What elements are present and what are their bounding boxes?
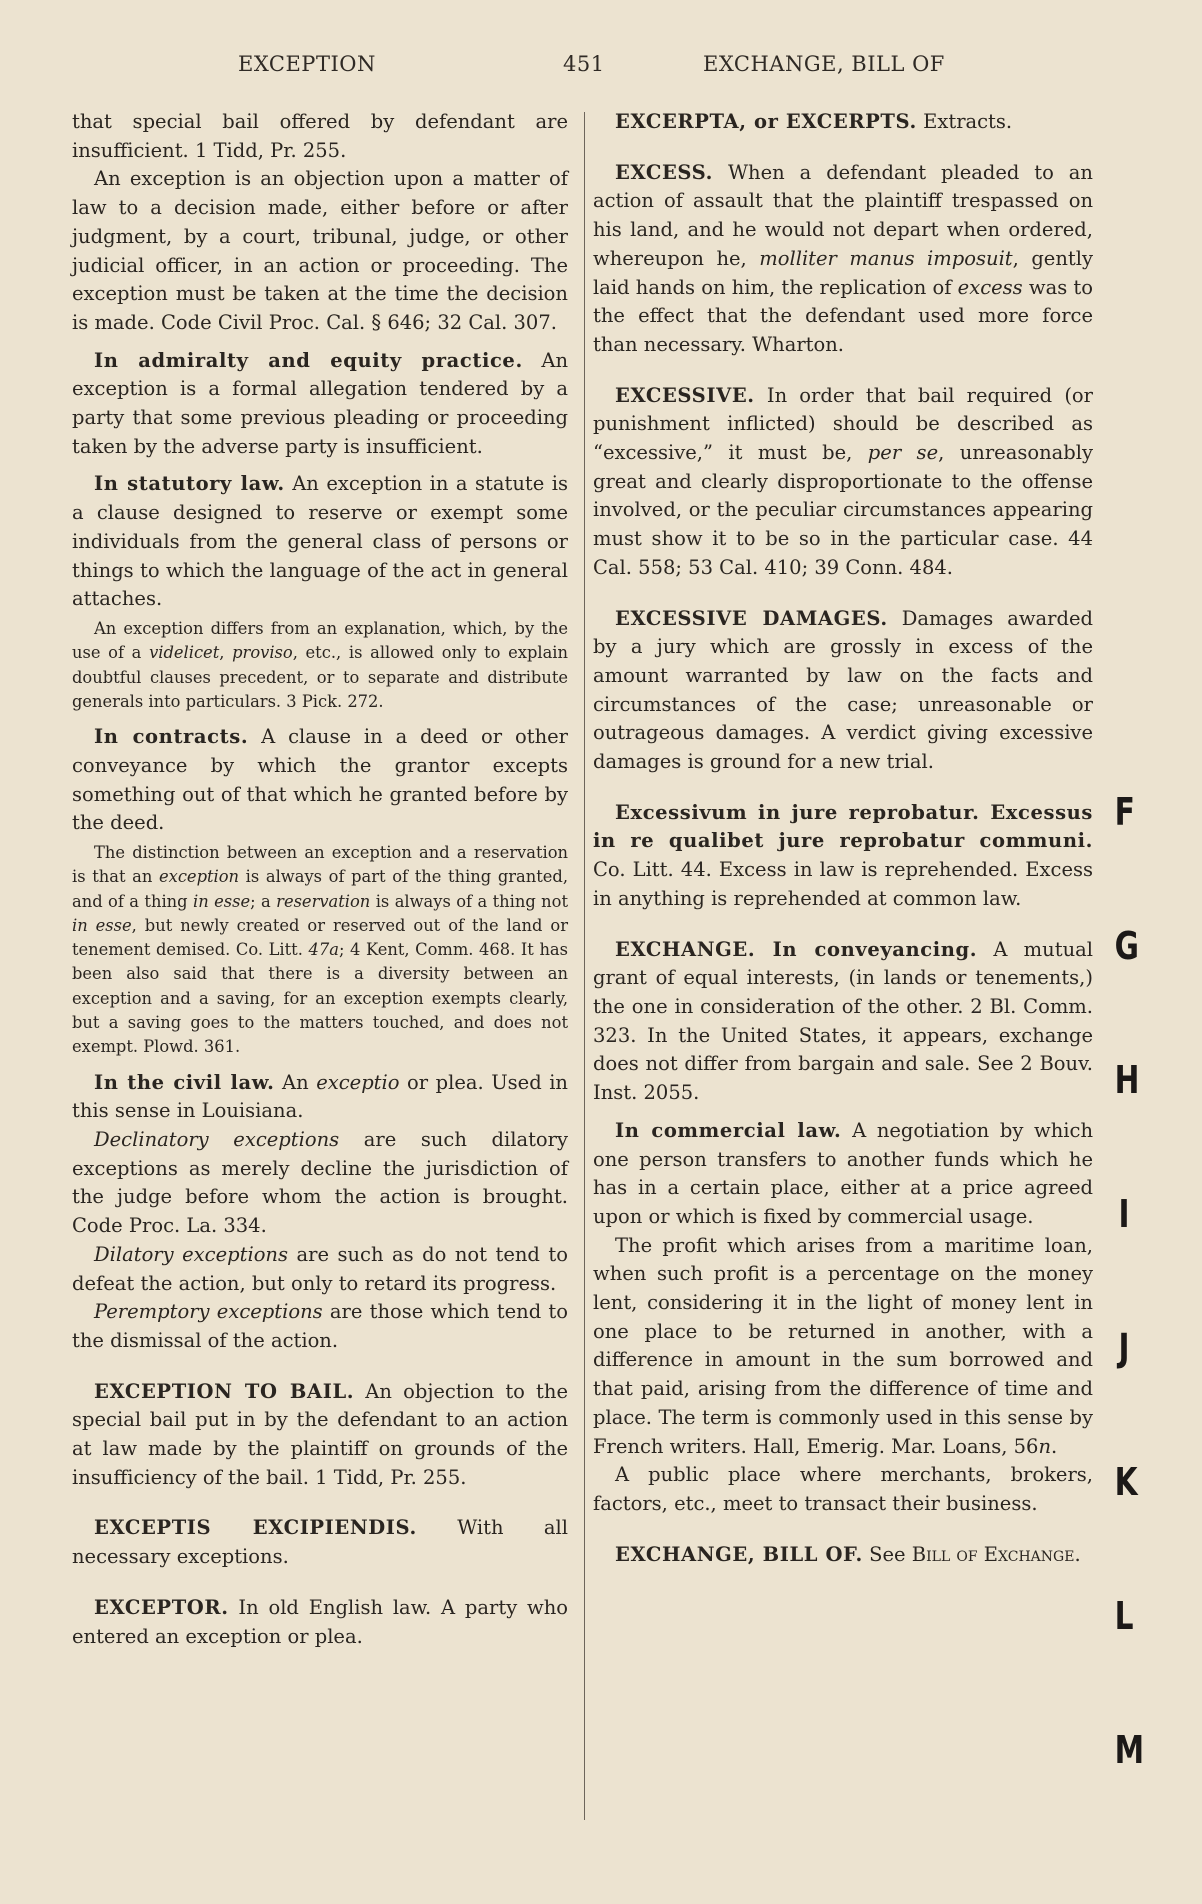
definition-dilatory: Dilatory exceptions are such as do not tend to defeat the action, but only to retard its progress.	[72, 1242, 568, 1295]
definition-paragraph: An exception is an objection upon a matter of law to a decision made, either before or after judgment, by a court, tribunal, judge, or other judicial officer, in an action or proceeding. The exception must be taken at the time the decision is made. Code Civil Proc. Cal. § 646; 32 Cal. 307.	[72, 167, 568, 334]
thumb-index	[1112, 790, 1145, 1790]
column-divider	[584, 112, 585, 1820]
entry-excessivum-maxim: Excessivum in jure reprobatur. Excessus in re qualibet jure reprobatur communi. Co. Litt. 44. Excess in law is reprehended. Excess in anything is reprehended at common law.	[593, 800, 1093, 910]
entry-excess: EXCESS. When a defendant pleaded to an action of assault that the plaintiff trespassed on his land, and he would not depart when ordered, whereupon he, molliter manus imposuit, gently laid hands on him, the replication of excess was to the effect that the defendant used more force than necessary. Wharton.	[593, 160, 1093, 356]
definition-commercial-law: In commercial law. A negotiation by which one person transfers to another funds which he has in a certain place, either at a price agreed upon or which is fixed by commercial usage.	[593, 1118, 1094, 1228]
running-header	[0, 52, 1202, 82]
entry-exchange: EXCHANGE. In conveyancing. A mutual grant of equal interests, (in lands or tenements,) the one in consideration of the other. 2 Bl. Comm. 323. In the United States, it appears, exchange does not differ from bargain and sale. See 2 Bouv. Inst. 2055.	[593, 937, 1093, 1105]
definition-peremptory: Peremptory exceptions are those which tend to the dismissal of the action.	[72, 1300, 568, 1352]
definition-contracts: In contracts. A clause in a deed or other conveyance by which the grantor excepts something out of that which he granted before by the deed.	[72, 725, 568, 835]
thumb-index-letter: H	[1114, 1058, 1140, 1102]
entry-exceptis-excipiendis: EXCEPTIS EXCIPIENDIS. With all necessary exceptions.	[72, 1516, 568, 1569]
thumb-index-letter: F	[1114, 790, 1135, 834]
thumb-index-letter: L	[1114, 1594, 1134, 1638]
left-column	[72, 108, 568, 1651]
thumb-index-letter: I	[1118, 1192, 1130, 1236]
entry-excerpta: EXCERPTA, or EXCERPTS. Extracts.	[615, 110, 1013, 133]
entry-exceptor: EXCEPTOR. In old English law. A party who entered an exception or plea.	[72, 1595, 568, 1648]
thumb-index-letter: K	[1114, 1460, 1138, 1504]
definition-statutory: In statutory law. An exception in a statute is a clause designed to reserve or exempt some individuals from the general class of persons or things to which the language of the act in general attaches.	[72, 472, 568, 611]
definition-maritime-profit: The profit which arises from a maritime loan, when such profit is a percentage on the money lent, considering it in the light of money lent in one place to be returned in another, with a difference in amount in the sum borrowed and that paid, arising from the difference of time and place. The term is commonly used in this sense by French writers. Hall, Emerig. Mar. Loans, 56n.	[593, 1233, 1093, 1458]
page-number: 451	[563, 52, 605, 76]
entry-exception-to-bail: EXCEPTION TO BAIL. An objection to the special bail put in by the defendant to an action at law made by the plaintiff on grounds of the insufficiency of the bail. 1 Tidd, Pr. 255.	[72, 1379, 568, 1489]
definition-public-place: A public place where merchants, brokers, factors, etc., meet to transact their business.	[593, 1463, 1093, 1515]
entry-continuation: that special bail offered by defendant are insufficient. 1 Tidd, Pr. 255.	[72, 110, 568, 162]
note-explanation: An exception differs from an explanation, which, by the use of a videlicet, proviso, etc., is allowed only to explain doubtful clauses precedent, or to separate and distribute generals into particulars. 3 Pick. 272.	[72, 618, 568, 711]
definition-admiralty: In admiralty and equity practice. An exception is a formal allegation tendered by a party that some previous pleading or proceeding taken by the adverse party is insufficient.	[72, 348, 569, 458]
cross-reference-link: Bill of Exchange	[911, 1542, 1075, 1566]
note-reservation: The distinction between an exception and a reservation is that an exception is always of part of the thing granted, and of a thing in esse; a reservation is always of a thing not in esse, but newly created or reserved out of the land or tenement demised. Co. Litt. 47a; 4 Kent, Comm. 468. It has been also said that there is a diversity between an exception and a saving, for an exception exempts clearly, but a saving goes to the matters touched, and does not exempt. Plowd. 361.	[72, 842, 569, 1057]
definition-civil-law: In the civil law. An exceptio or plea. Used in this sense in Louisiana.	[72, 1070, 568, 1123]
entry-excessive-damages: EXCESSIVE DAMAGES. Damages awarded by a jury which are grossly in excess of the amount warranted by law on the facts and circumstances of the case; unreasonable or outrageous damages. A verdict giving excessive damages is ground for a new trial.	[593, 606, 1094, 774]
header-first-entry: EXCEPTION	[238, 52, 376, 76]
definition-declinatory: Declinatory exceptions are such dilatory exceptions as merely decline the jurisdiction of the judge before whom the action is brought. Code Proc. La. 334.	[72, 1128, 568, 1238]
thumb-index-letter: G	[1114, 924, 1139, 968]
right-column	[593, 108, 1093, 1569]
entry-excessive: EXCESSIVE. In order that bail required (or punishment inflicted) should be described as “excessive,” it must be, per se, unreasonably great and clearly disproportionate to the offense involved, or the peculiar circumstances appearing must show it to be so in the particular case. 44 Cal. 558; 53 Cal. 410; 39 Conn. 484.	[593, 383, 1093, 579]
header-last-entry: EXCHANGE, BILL OF	[703, 52, 945, 76]
thumb-index-letter: M	[1114, 1728, 1145, 1772]
thumb-index-letter: J	[1118, 1326, 1130, 1370]
entry-exchange-bill-of: EXCHANGE, BILL OF. See Bill of Exchange.	[615, 1542, 1081, 1566]
